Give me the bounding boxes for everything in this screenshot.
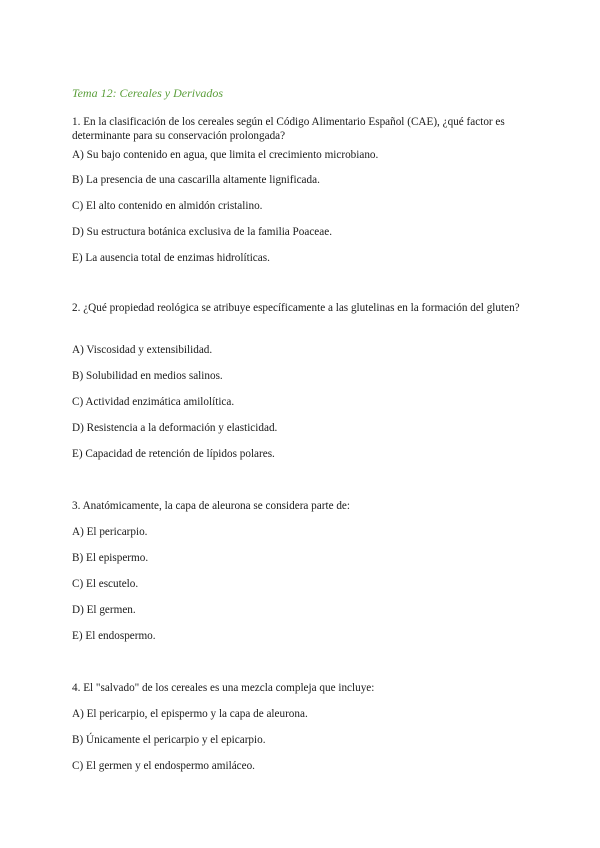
question-2-prompt: 2. ¿Qué propiedad reológica se atribuye específicamente a las glutelinas en la formación del gluten? xyxy=(72,302,520,314)
question-1-option-d: D) Su estructura botánica exclusiva de la familia Poaceae. xyxy=(72,226,333,238)
question-2-option-b: B) Solubilidad en medios salinos. xyxy=(72,370,223,382)
question-3-option-b: B) El epispermo. xyxy=(72,552,149,564)
document-title: Tema 12: Cereales y Derivados xyxy=(72,86,224,100)
question-1-option-e: E) La ausencia total de enzimas hidrolíticas. xyxy=(72,252,270,264)
question-1-prompt: 1. En la clasificación de los cereales según el Código Alimentario Español (CAE), ¿qué factor es determinante para su conservación prolongada? xyxy=(72,116,505,142)
question-3-option-a: A) El pericarpio. xyxy=(72,526,148,538)
question-2-option-c: C) Actividad enzimática amilolítica. xyxy=(72,396,235,408)
question-2-option-d: D) Resistencia a la deformación y elasticidad. xyxy=(72,422,278,434)
question-3-option-e: E) El endospermo. xyxy=(72,630,156,642)
question-3-option-c: C) El escutelo. xyxy=(72,578,139,590)
question-4-option-c: C) El germen y el endospermo amiláceo. xyxy=(72,760,255,772)
question-4-option-a: A) El pericarpio, el epispermo y la capa de aleurona. xyxy=(72,708,308,720)
question-1-option-c: C) El alto contenido en almidón cristalino. xyxy=(72,200,263,212)
question-2-option-e: E) Capacidad de retención de lípidos polares. xyxy=(72,448,275,460)
question-1-option-a: A) Su bajo contenido en agua, que limita el crecimiento microbiano. xyxy=(72,149,379,161)
question-4-option-b: B) Únicamente el pericarpio y el epicarpio. xyxy=(72,734,266,746)
question-1-option-b: B) La presencia de una cascarilla altamente lignificada. xyxy=(72,174,320,186)
question-3-option-d: D) El germen. xyxy=(72,604,136,616)
question-4-prompt: 4. El "salvado" de los cereales es una mezcla compleja que incluye: xyxy=(72,682,375,694)
question-3-prompt: 3. Anatómicamente, la capa de aleurona se considera parte de: xyxy=(72,500,351,512)
question-2-option-a: A) Viscosidad y extensibilidad. xyxy=(72,344,213,356)
